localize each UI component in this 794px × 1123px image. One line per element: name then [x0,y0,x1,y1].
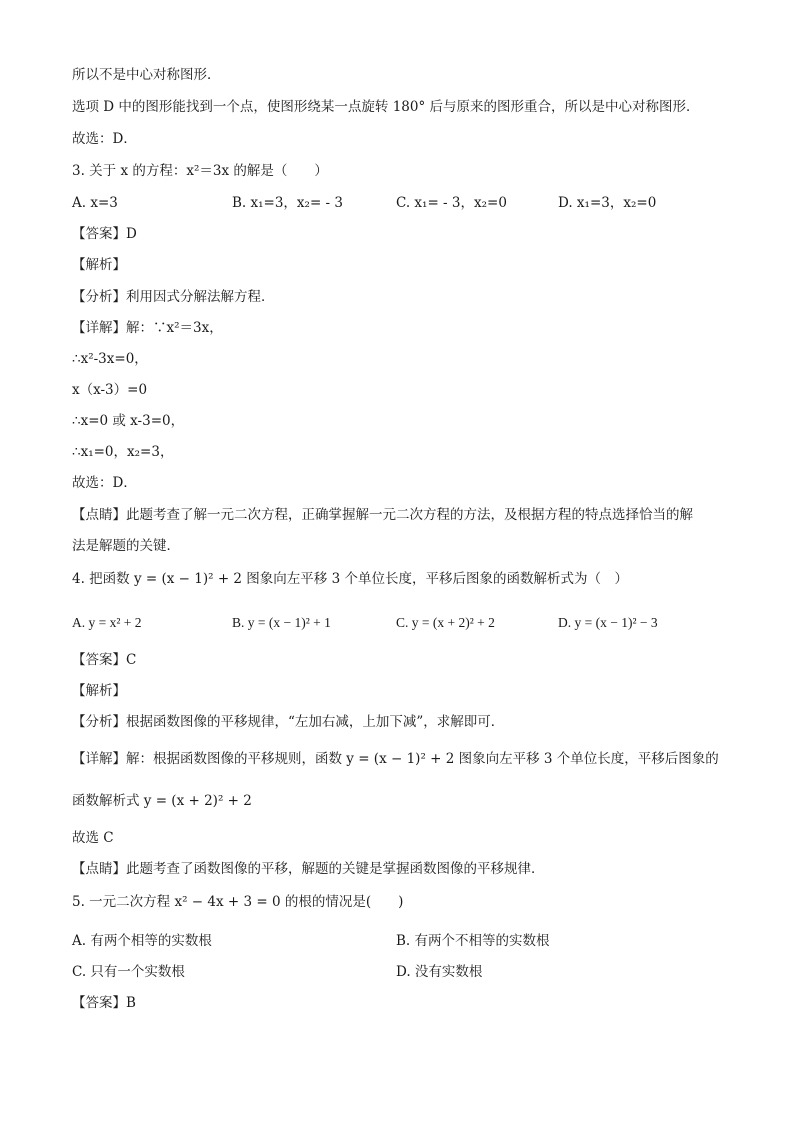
q4-option-b: B. y = (x − 1)² + 1 [232,615,331,630]
q3-option-d: D. x₁=3，x₂=0 [558,195,657,211]
text-line: ∴x=0 或 x-3=0， [72,413,185,429]
text-line: 法是解题的关键． [72,538,180,554]
q4-option-d: D. y = (x − 1)² − 3 [558,615,658,630]
q5-option-b: B. 有两个不相等的实数根 [396,933,550,949]
text-line: 【详解】解：根据函数图像的平移规则，函数 y = (x − 1)² + 2 图象向左平移 3 个单位长度，平移后图象的 [72,751,719,767]
text-line: 【分析】利用因式分解法解方程． [72,289,275,305]
text-line: 【点睛】此题考查了解一元二次方程，正确掌握解一元二次方程的方法，及根据方程的特点选择恰当的解 [72,507,693,523]
text-line: 函数解析式 y = (x + 2)² + 2 [72,793,252,809]
answer-label: 【答案】D [72,226,137,242]
analysis-heading: 【解析】 [72,683,126,699]
text-line: ∴x₁=0，x₂=3， [72,444,174,460]
answer-label: 【答案】C [72,652,137,668]
answer-label: 【答案】B [72,995,136,1011]
q4-option-a: A. y = x² + 2 [72,615,142,630]
text-line: 【点睛】此题考查了函数图像的平移，解题的关键是掌握函数图像的平移规律． [72,861,545,877]
q3-option-a: A. x=3 [72,195,118,211]
text-line: 故选：D． [72,131,137,147]
text-line: 所以不是中心对称图形． [72,67,221,83]
text-line: 故选 C [72,830,114,846]
text-line: ∴x²-3x=0， [72,351,148,367]
q5-option-d: D. 没有实数根 [396,964,483,980]
q3-option-b: B. x₁=3，x₂= - 3 [232,195,343,211]
q5-option-a: A. 有两个相等的实数根 [72,933,212,949]
text-line: 【分析】根据函数图像的平移规律，“左加右减，上加下减”，求解即可． [72,714,505,730]
q5-option-c: C. 只有一个实数根 [72,964,185,980]
q4-option-c: C. y = (x + 2)² + 2 [396,615,495,630]
question-3-stem: 3. 关于 x 的方程：x²＝3x 的解是（ ） [72,163,328,179]
text-line: 故选：D． [72,475,137,491]
text-line: x（x-3）=0 [72,382,148,398]
analysis-heading: 【解析】 [72,257,126,273]
q3-option-c: C. x₁= - 3，x₂=0 [396,195,507,211]
text-line: 选项 D 中的图形能找到一个点，使图形绕某一点旋转 180° 后与原来的图形重合，所以是中心对称图形． [72,99,700,115]
question-5-stem: 5. 一元二次方程 x² − 4x + 3 = 0 的根的情况是( ) [72,894,404,910]
text-line: 【详解】解：∵x²＝3x， [72,320,223,336]
question-4-stem: 4. 把函数 y = (x − 1)² + 2 图象向左平移 3 个单位长度，平移后图象的函数解析式为（ ） [72,571,628,587]
